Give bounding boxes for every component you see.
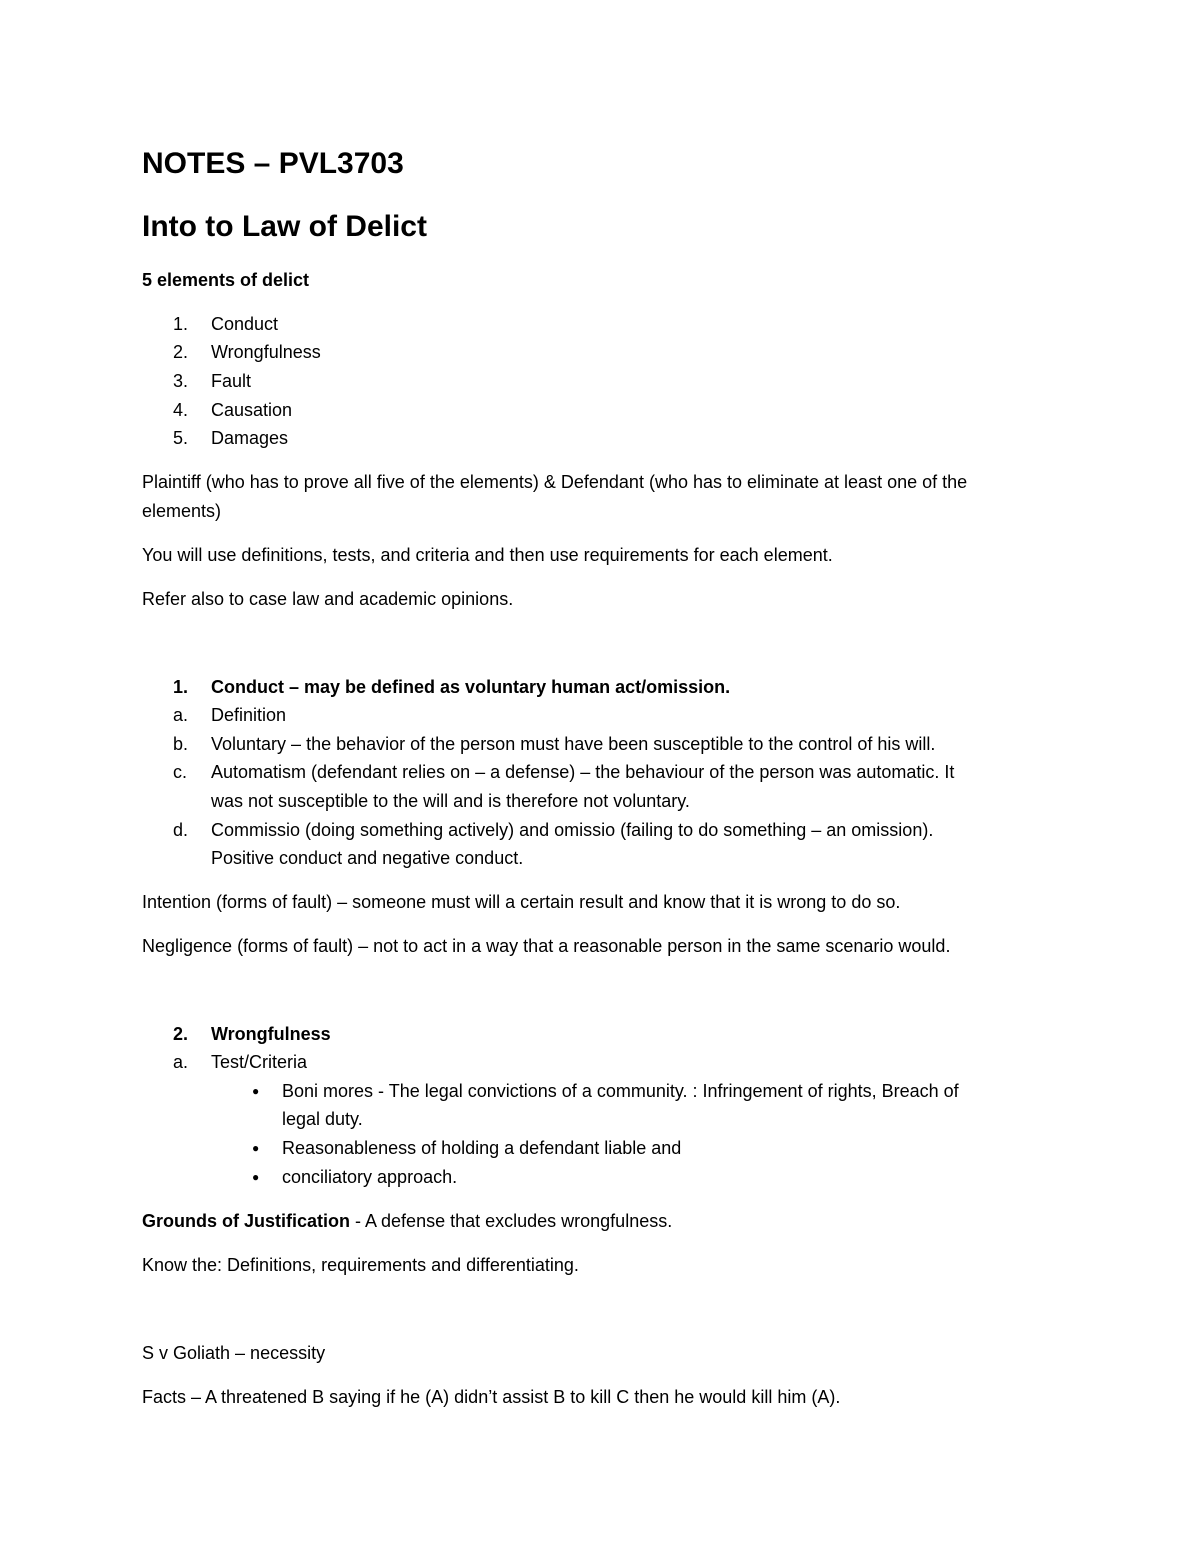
plaintiff-paragraph-line2: elements): [142, 501, 222, 521]
bullet-item-continuation: legal duty.: [282, 1109, 363, 1129]
plaintiff-paragraph-line1: Plaintiff (who has to prove all five of the elements) & Defendant (who has to eliminate at least one of the: [142, 472, 968, 492]
list-item-continuation: Positive conduct and negative conduct.: [211, 848, 524, 868]
list-item: Automatism (defendant relies on – a defense) – the behaviour of the person was automatic. It: [211, 762, 955, 782]
grounds-paragraph: [142, 1210, 672, 1232]
list-item: Voluntary – the behavior of the person must have been susceptible to the control of his will.: [211, 734, 936, 754]
list-item: Damages: [211, 428, 289, 448]
list-item: Causation: [211, 400, 293, 420]
section-heading-conduct: Conduct – may be defined as voluntary human act/omission.: [211, 677, 731, 697]
page-subtitle: Into to Law of Delict: [142, 210, 427, 243]
list-item-number: 3.: [173, 371, 189, 391]
section-number: 1.: [173, 677, 189, 697]
elements-heading: 5 elements of delict: [142, 270, 310, 290]
list-item-letter: a.: [173, 1052, 189, 1072]
know-paragraph: Know the: Definitions, requirements and differentiating.: [142, 1255, 579, 1275]
list-item-continuation: was not susceptible to the will and is therefore not voluntary.: [211, 791, 690, 811]
bullet-item: conciliatory approach.: [282, 1167, 458, 1187]
list-item-number: 2.: [173, 342, 189, 362]
list-item: Fault: [211, 371, 252, 391]
facts-paragraph: Facts – A threatened B saying if he (A) didn’t assist B to kill C then he would kill him (A).: [142, 1387, 841, 1407]
list-item-letter: c.: [173, 762, 188, 782]
list-item: Wrongfulness: [211, 342, 321, 362]
list-item-letter: b.: [173, 734, 189, 754]
section-number: 2.: [173, 1024, 189, 1044]
list-item-number: 4.: [173, 400, 189, 420]
bullet-icon: ●: [252, 1170, 260, 1184]
refer-paragraph: Refer also to case law and academic opinions.: [142, 589, 514, 609]
definitions-paragraph: You will use definitions, tests, and criteria and then use requirements for each element.: [142, 545, 833, 565]
case-title: S v Goliath – necessity: [142, 1343, 326, 1363]
list-item: Definition: [211, 705, 287, 725]
grounds-definition: - A defense that excludes wrongfulness.: [350, 1211, 673, 1231]
list-item-number: 5.: [173, 428, 189, 448]
grounds-term: Grounds of Justification: [142, 1211, 351, 1231]
list-item-letter: d.: [173, 820, 189, 840]
intention-paragraph: Intention (forms of fault) – someone must will a certain result and know that it is wrong to do so.: [142, 892, 901, 912]
bullet-item: Reasonableness of holding a defendant liable and: [282, 1138, 682, 1158]
section-heading-wrongfulness: Wrongfulness: [211, 1024, 331, 1044]
bullet-item: Boni mores - The legal convictions of a community. : Infringement of rights, Breach of: [282, 1081, 959, 1101]
page-title: NOTES – PVL3703: [142, 147, 404, 180]
bullet-icon: ●: [252, 1084, 260, 1098]
list-item-number: 1.: [173, 314, 189, 334]
negligence-paragraph: Negligence (forms of fault) – not to act in a way that a reasonable person in the same scenario would.: [142, 936, 951, 956]
list-item: Test/Criteria: [211, 1052, 308, 1072]
list-item: Conduct: [211, 314, 279, 334]
bullet-icon: ●: [252, 1141, 260, 1155]
list-item-letter: a.: [173, 705, 189, 725]
list-item: Commissio (doing something actively) and omissio (failing to do something – an omission).: [211, 820, 934, 840]
